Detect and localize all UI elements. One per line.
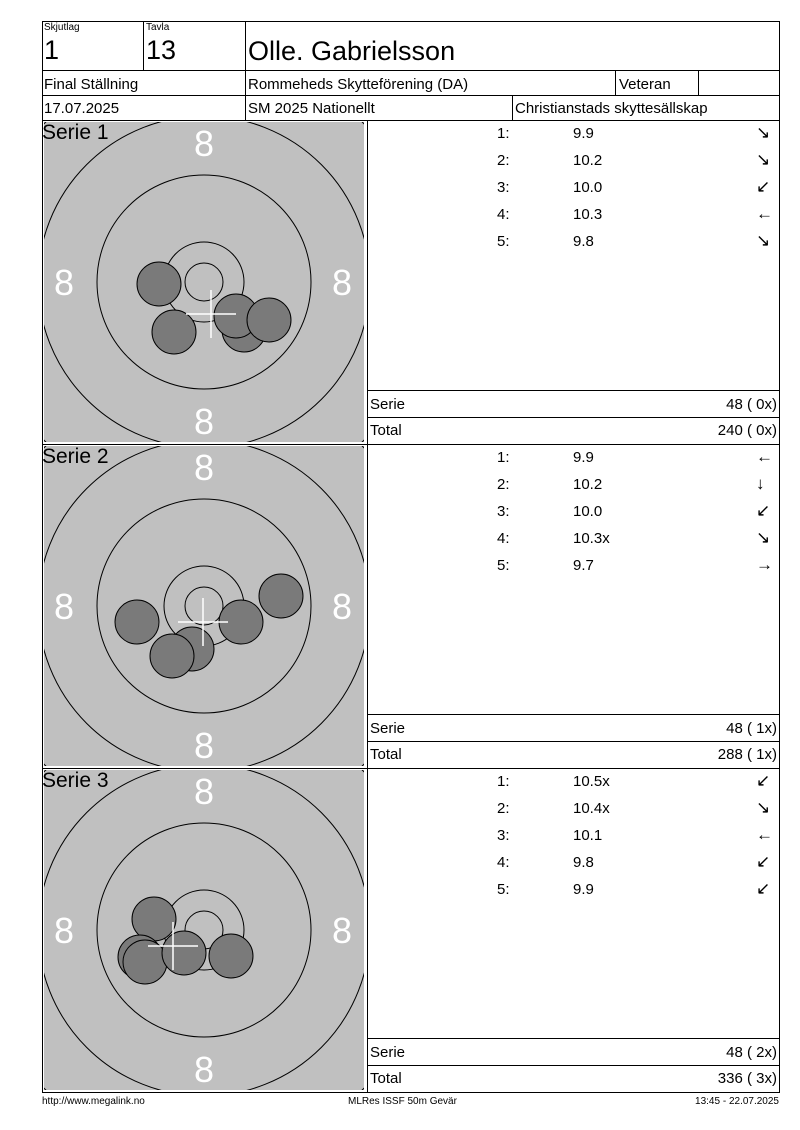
competition: SM 2025 Nationellt [248, 100, 375, 117]
shot-num: 3: [497, 827, 510, 844]
tavla-value: 13 [146, 35, 177, 65]
shot-direction-icon: → [756, 555, 773, 574]
shot-direction-icon: ↘ [756, 528, 771, 547]
serie-sum-label: Serie [370, 396, 406, 413]
skjutlag-value: 1 [44, 35, 60, 65]
shot-hole [132, 897, 176, 941]
shot-num: 4: [497, 530, 510, 547]
serie-sum-label: Serie [370, 720, 406, 737]
ring-label: 8 [331, 910, 353, 951]
serie-title-2: Serie 2 [42, 445, 109, 468]
shot-num: 2: [497, 476, 510, 493]
shot-direction-icon: ↘ [756, 150, 771, 169]
shot-score: 10.3x [573, 530, 610, 547]
shot-num: 5: [497, 881, 510, 898]
footer-program: MLRes ISSF 50m Gevär [348, 1096, 457, 1107]
organizer: Christianstads skyttesällskap [515, 100, 708, 117]
shot-num: 1: [497, 449, 510, 466]
shot-num: 5: [497, 557, 510, 574]
class-label: Veteran [619, 76, 671, 93]
serie-title-1: Serie 1 [42, 121, 109, 144]
total-value: 288 ( 1x) [717, 746, 777, 763]
shot-score: 9.8 [573, 233, 594, 250]
shot-hole [152, 310, 196, 354]
shot-score: 9.7 [573, 557, 594, 574]
target-3 [44, 770, 364, 1090]
total-label: Total [370, 422, 402, 439]
shot-score: 10.1 [573, 827, 603, 844]
shot-hole [150, 634, 194, 678]
shot-num: 4: [497, 854, 510, 871]
ring-label: 8 [53, 262, 75, 303]
footer-url[interactable]: http://www.megalink.no [42, 1096, 145, 1107]
ring-label: 8 [193, 123, 215, 164]
series-block-3 [42, 769, 780, 1093]
shot-num: 5: [497, 233, 510, 250]
ring-label: 8 [331, 262, 353, 303]
shot-direction-icon: ↙ [756, 852, 771, 871]
target-2 [44, 446, 364, 766]
ring-label: 8 [193, 401, 215, 442]
shot-score: 10.5x [573, 773, 610, 790]
shot-num: 3: [497, 503, 510, 520]
header [42, 21, 780, 121]
serie-sum-value: 48 ( 0x) [726, 396, 777, 413]
tavla-label: Tavla [146, 22, 170, 33]
shot-score: 9.8 [573, 854, 594, 871]
shot-num: 2: [497, 152, 510, 169]
ring-label: 8 [193, 447, 215, 488]
ring-label: 8 [331, 586, 353, 627]
shot-direction-icon: ↙ [756, 879, 771, 898]
target-1 [44, 122, 364, 442]
standing: Final Ställning [44, 76, 139, 93]
shot-hole [162, 931, 206, 975]
shot-score: 10.4x [573, 800, 610, 817]
shot-num: 1: [497, 773, 510, 790]
shot-hole [259, 574, 303, 618]
shot-score: 9.9 [573, 125, 594, 142]
shot-score: 10.3 [573, 206, 603, 223]
ring-label: 8 [193, 1049, 215, 1090]
shooter-name: Olle. Gabrielsson [248, 36, 456, 66]
shot-direction-icon: ↓ [756, 474, 765, 493]
shot-direction-icon: ↘ [756, 798, 771, 817]
serie-sum-value: 48 ( 1x) [726, 720, 777, 737]
total-label: Total [370, 1070, 402, 1087]
club: Rommeheds Skytteförening (DA) [248, 76, 469, 93]
shot-score: 10.0 [573, 179, 603, 196]
total-value: 336 ( 3x) [717, 1070, 777, 1087]
skjutlag-label: Skjutlag [44, 22, 80, 33]
total-value: 240 ( 0x) [717, 422, 777, 439]
shot-num: 4: [497, 206, 510, 223]
shot-num: 2: [497, 800, 510, 817]
shot-hole [209, 934, 253, 978]
shot-direction-icon: ↙ [756, 771, 771, 790]
shot-score: 10.0 [573, 503, 603, 520]
footer-timestamp: 13:45 - 22.07.2025 [695, 1096, 779, 1107]
shot-direction-icon: ↙ [756, 177, 771, 196]
shot-direction-icon: ← [756, 447, 773, 466]
series-block-2 [42, 445, 780, 769]
ring-label: 8 [53, 910, 75, 951]
date: 17.07.2025 [44, 100, 120, 117]
series-block-1 [42, 121, 780, 445]
total-label: Total [370, 746, 402, 763]
ring-label: 8 [193, 771, 215, 812]
ring-label: 8 [53, 586, 75, 627]
shot-hole [137, 262, 181, 306]
ring-label: 8 [193, 725, 215, 766]
serie-sum-label: Serie [370, 1044, 406, 1061]
shot-direction-icon: ↙ [756, 501, 771, 520]
serie-title-3: Serie 3 [42, 769, 109, 792]
shot-score: 9.9 [573, 881, 594, 898]
shot-direction-icon: ↘ [756, 231, 771, 250]
shot-direction-icon: ← [756, 825, 773, 844]
shot-score: 10.2 [573, 152, 603, 169]
shot-hole [115, 600, 159, 644]
shot-score: 9.9 [573, 449, 594, 466]
shot-num: 3: [497, 179, 510, 196]
shot-hole [247, 298, 291, 342]
shot-direction-icon: ← [756, 204, 773, 223]
shot-score: 10.2 [573, 476, 603, 493]
shot-num: 1: [497, 125, 510, 142]
serie-sum-value: 48 ( 2x) [726, 1044, 777, 1061]
shot-direction-icon: ↘ [756, 123, 771, 142]
